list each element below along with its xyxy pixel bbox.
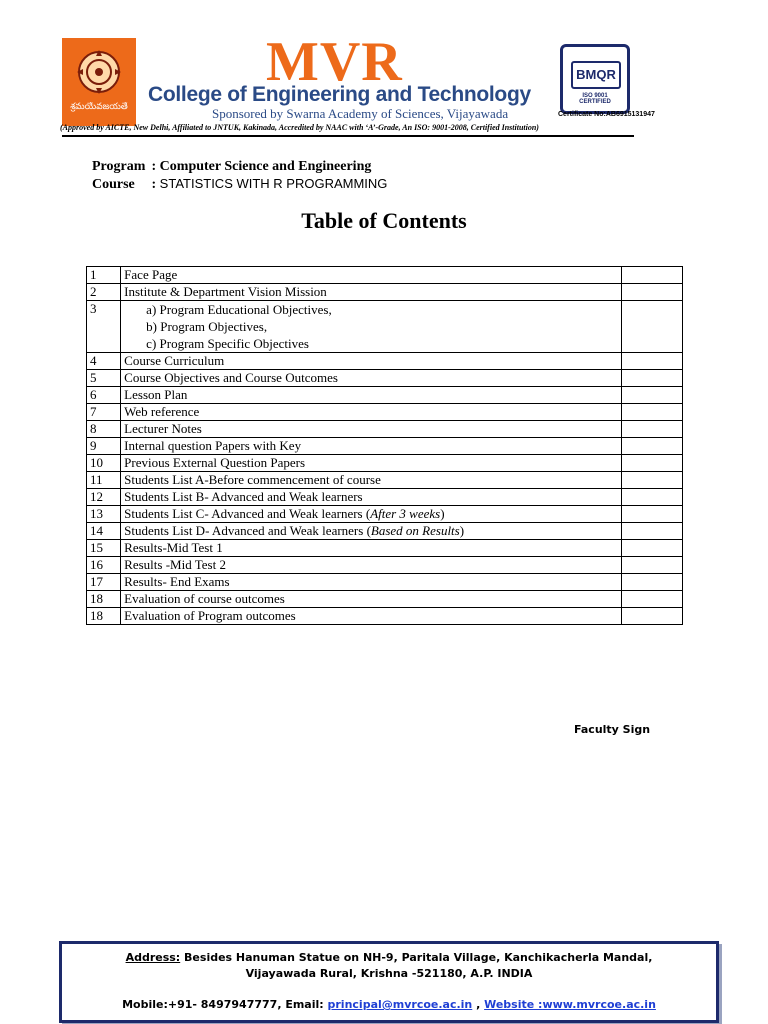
toc-row — [87, 557, 683, 574]
toc-item-text: Results -Mid Test 2 — [124, 557, 226, 572]
toc-row — [87, 421, 683, 438]
toc-page-cell — [621, 353, 682, 370]
toc-item-text: Students List A-Before commencement of course — [124, 472, 381, 487]
toc-item-text: Course Curriculum — [124, 353, 225, 368]
logo-motto: శ్రమయేవజయతే — [70, 102, 128, 112]
brand-name: MVR — [266, 31, 403, 93]
toc-item — [121, 591, 622, 608]
contact-separator: , — [472, 998, 485, 1011]
toc-row — [87, 472, 683, 489]
toc-page-cell — [621, 267, 682, 284]
toc-item-text: Lesson Plan — [124, 387, 188, 402]
toc-number: 1 — [87, 267, 121, 284]
address-line-2: Vijayawada Rural, Krishna -521180, A.P. INDIA — [245, 967, 533, 980]
toc-item-text: Internal question Papers with Key — [124, 438, 302, 453]
toc-number: 7 — [87, 404, 121, 421]
toc-item — [121, 489, 622, 506]
toc-row — [87, 301, 683, 353]
toc-row — [87, 370, 683, 387]
address-footer — [59, 941, 719, 1023]
toc-row — [87, 523, 683, 540]
sponsor-line: Sponsored by Swarna Academy of Sciences, Vijayawada — [212, 106, 509, 121]
cert-badge-label: BMQR — [571, 61, 621, 89]
college-logo — [62, 38, 136, 126]
toc-page-cell — [621, 506, 682, 523]
cert-iso-label: ISO 9001 CERTIFIED — [579, 93, 611, 105]
approval-line: (Approved by AICTE, New Delhi, Affiliated to JNTUK, Kakinada, Accredited by NAAC with ‘A’-Grade, An ISO: 9001-2008, Certified Institution) — [60, 123, 539, 132]
toc-item — [121, 267, 622, 284]
toc-row — [87, 506, 683, 523]
certificate-number: Certificate No:AB6915131947 — [558, 111, 655, 118]
toc-number: 8 — [87, 421, 121, 438]
toc-item — [121, 574, 622, 591]
course-separator: : — [151, 177, 160, 192]
toc-item-tail: ) — [459, 523, 465, 538]
toc-item — [121, 523, 622, 540]
page-title: Table of Contents — [301, 208, 467, 233]
toc-row — [87, 438, 683, 455]
toc-number: 4 — [87, 353, 121, 370]
toc-item-text: Face Page — [124, 267, 178, 282]
website-url: www.mvrcoe.ac.in — [542, 998, 656, 1011]
toc-sublist — [124, 301, 618, 352]
address-text-1: Besides Hanuman Statue on NH-9, Paritala Village, Kanchikacherla Mandal, — [184, 951, 653, 964]
toc-number: 17 — [87, 574, 121, 591]
toc-number: 3 — [87, 301, 121, 353]
toc-page-cell — [621, 591, 682, 608]
toc-page-cell — [621, 438, 682, 455]
toc-item-text: Course Objectives and Course Outcomes — [124, 370, 338, 385]
toc-item-text: Web reference — [124, 404, 200, 419]
toc-row — [87, 353, 683, 370]
toc-item-text: Students List D- Advanced and Weak learners ( — [124, 523, 371, 538]
mobile-text: Mobile:+91- 8497947777, Email: — [122, 998, 328, 1011]
toc-number: 18 — [87, 591, 121, 608]
toc-item — [121, 608, 622, 625]
toc-item — [121, 284, 622, 301]
toc-page-cell — [621, 608, 682, 625]
toc-page-cell — [621, 301, 682, 353]
toc-page-cell — [621, 574, 682, 591]
emblem-icon — [71, 46, 127, 98]
toc-page-cell — [621, 557, 682, 574]
toc-item-text: Students List C- Advanced and Weak learners ( — [124, 506, 371, 521]
toc-item — [121, 387, 622, 404]
toc-number: 14 — [87, 523, 121, 540]
toc-item — [121, 438, 622, 455]
toc-page-cell — [621, 540, 682, 557]
toc-item — [121, 472, 622, 489]
toc-row — [87, 404, 683, 421]
toc-number: 5 — [87, 370, 121, 387]
toc-item — [121, 301, 622, 353]
toc-row — [87, 455, 683, 472]
program-label: Program — [92, 159, 146, 174]
toc-subitem: b) Program Objectives, — [146, 319, 268, 334]
toc-page-cell — [621, 284, 682, 301]
toc-item — [121, 404, 622, 421]
toc-item-text: Lecturer Notes — [124, 421, 202, 436]
toc-item-text: Evaluation of course outcomes — [124, 591, 285, 606]
toc-item-tail: ) — [440, 506, 445, 521]
toc-row — [87, 591, 683, 608]
toc-page-cell — [621, 523, 682, 540]
toc-page-cell — [621, 370, 682, 387]
toc-number: 13 — [87, 506, 121, 523]
program-separator: : — [151, 159, 160, 174]
toc-item — [121, 353, 622, 370]
toc-row — [87, 284, 683, 301]
toc-item — [121, 506, 622, 523]
toc-item — [121, 557, 622, 574]
toc-page-cell — [621, 472, 682, 489]
toc-number: 9 — [87, 438, 121, 455]
contact-line — [62, 998, 716, 1011]
college-name: College of Engineering and Technology — [148, 83, 531, 106]
toc-item-text: Institute & Department Vision Mission — [124, 284, 327, 299]
toc-row — [87, 574, 683, 591]
toc-item — [121, 455, 622, 472]
toc-subitem: c) Program Specific Objectives — [146, 336, 309, 351]
toc-number: 10 — [87, 455, 121, 472]
toc-page-cell — [621, 455, 682, 472]
letterhead — [60, 31, 634, 132]
course-label: Course — [92, 177, 135, 192]
toc-item-qualifier: Based on Results — [370, 523, 460, 538]
program-value: Computer Science and Engineering — [159, 159, 372, 174]
course-value: STATISTICS WITH R PROGRAMMING — [159, 176, 388, 191]
toc-page-cell — [621, 421, 682, 438]
course-row — [92, 175, 387, 192]
toc-page-cell — [621, 404, 682, 421]
header-divider — [62, 135, 634, 137]
toc-number: 15 — [87, 540, 121, 557]
toc-number: 18 — [87, 608, 121, 625]
toc-item-qualifier: After 3 weeks — [370, 506, 441, 521]
toc-row — [87, 267, 683, 284]
toc-number: 2 — [87, 284, 121, 301]
toc-row — [87, 608, 683, 625]
toc-row — [87, 540, 683, 557]
toc-row — [87, 489, 683, 506]
toc-number: 16 — [87, 557, 121, 574]
toc-number: 11 — [87, 472, 121, 489]
toc-subitem: a) Program Educational Objectives, — [146, 302, 332, 317]
toc-number: 12 — [87, 489, 121, 506]
toc-page-cell — [621, 387, 682, 404]
toc-table — [86, 266, 683, 625]
toc-item — [121, 370, 622, 387]
toc-item-text: Results-Mid Test 1 — [124, 540, 223, 555]
address-label: Address: — [125, 951, 181, 964]
toc-item-text: Students List B- Advanced and Weak learners — [124, 489, 363, 504]
website-link[interactable] — [484, 998, 656, 1011]
toc-item — [121, 540, 622, 557]
website-label: Website : — [484, 998, 543, 1011]
address-line-1 — [62, 951, 716, 964]
toc-number: 6 — [87, 387, 121, 404]
course-meta — [92, 158, 387, 192]
toc-item — [121, 421, 622, 438]
toc-row — [87, 387, 683, 404]
certification-badge — [560, 44, 630, 114]
toc-item-text: Evaluation of Program outcomes — [124, 608, 296, 623]
toc-item-text: Results- End Exams — [124, 574, 230, 589]
toc-page-cell — [621, 489, 682, 506]
faculty-sign-label: Faculty Sign — [574, 723, 651, 736]
program-row — [92, 158, 387, 175]
email-link[interactable]: principal@mvrcoe.ac.in — [327, 998, 473, 1011]
toc-item-text: Previous External Question Papers — [124, 455, 306, 470]
